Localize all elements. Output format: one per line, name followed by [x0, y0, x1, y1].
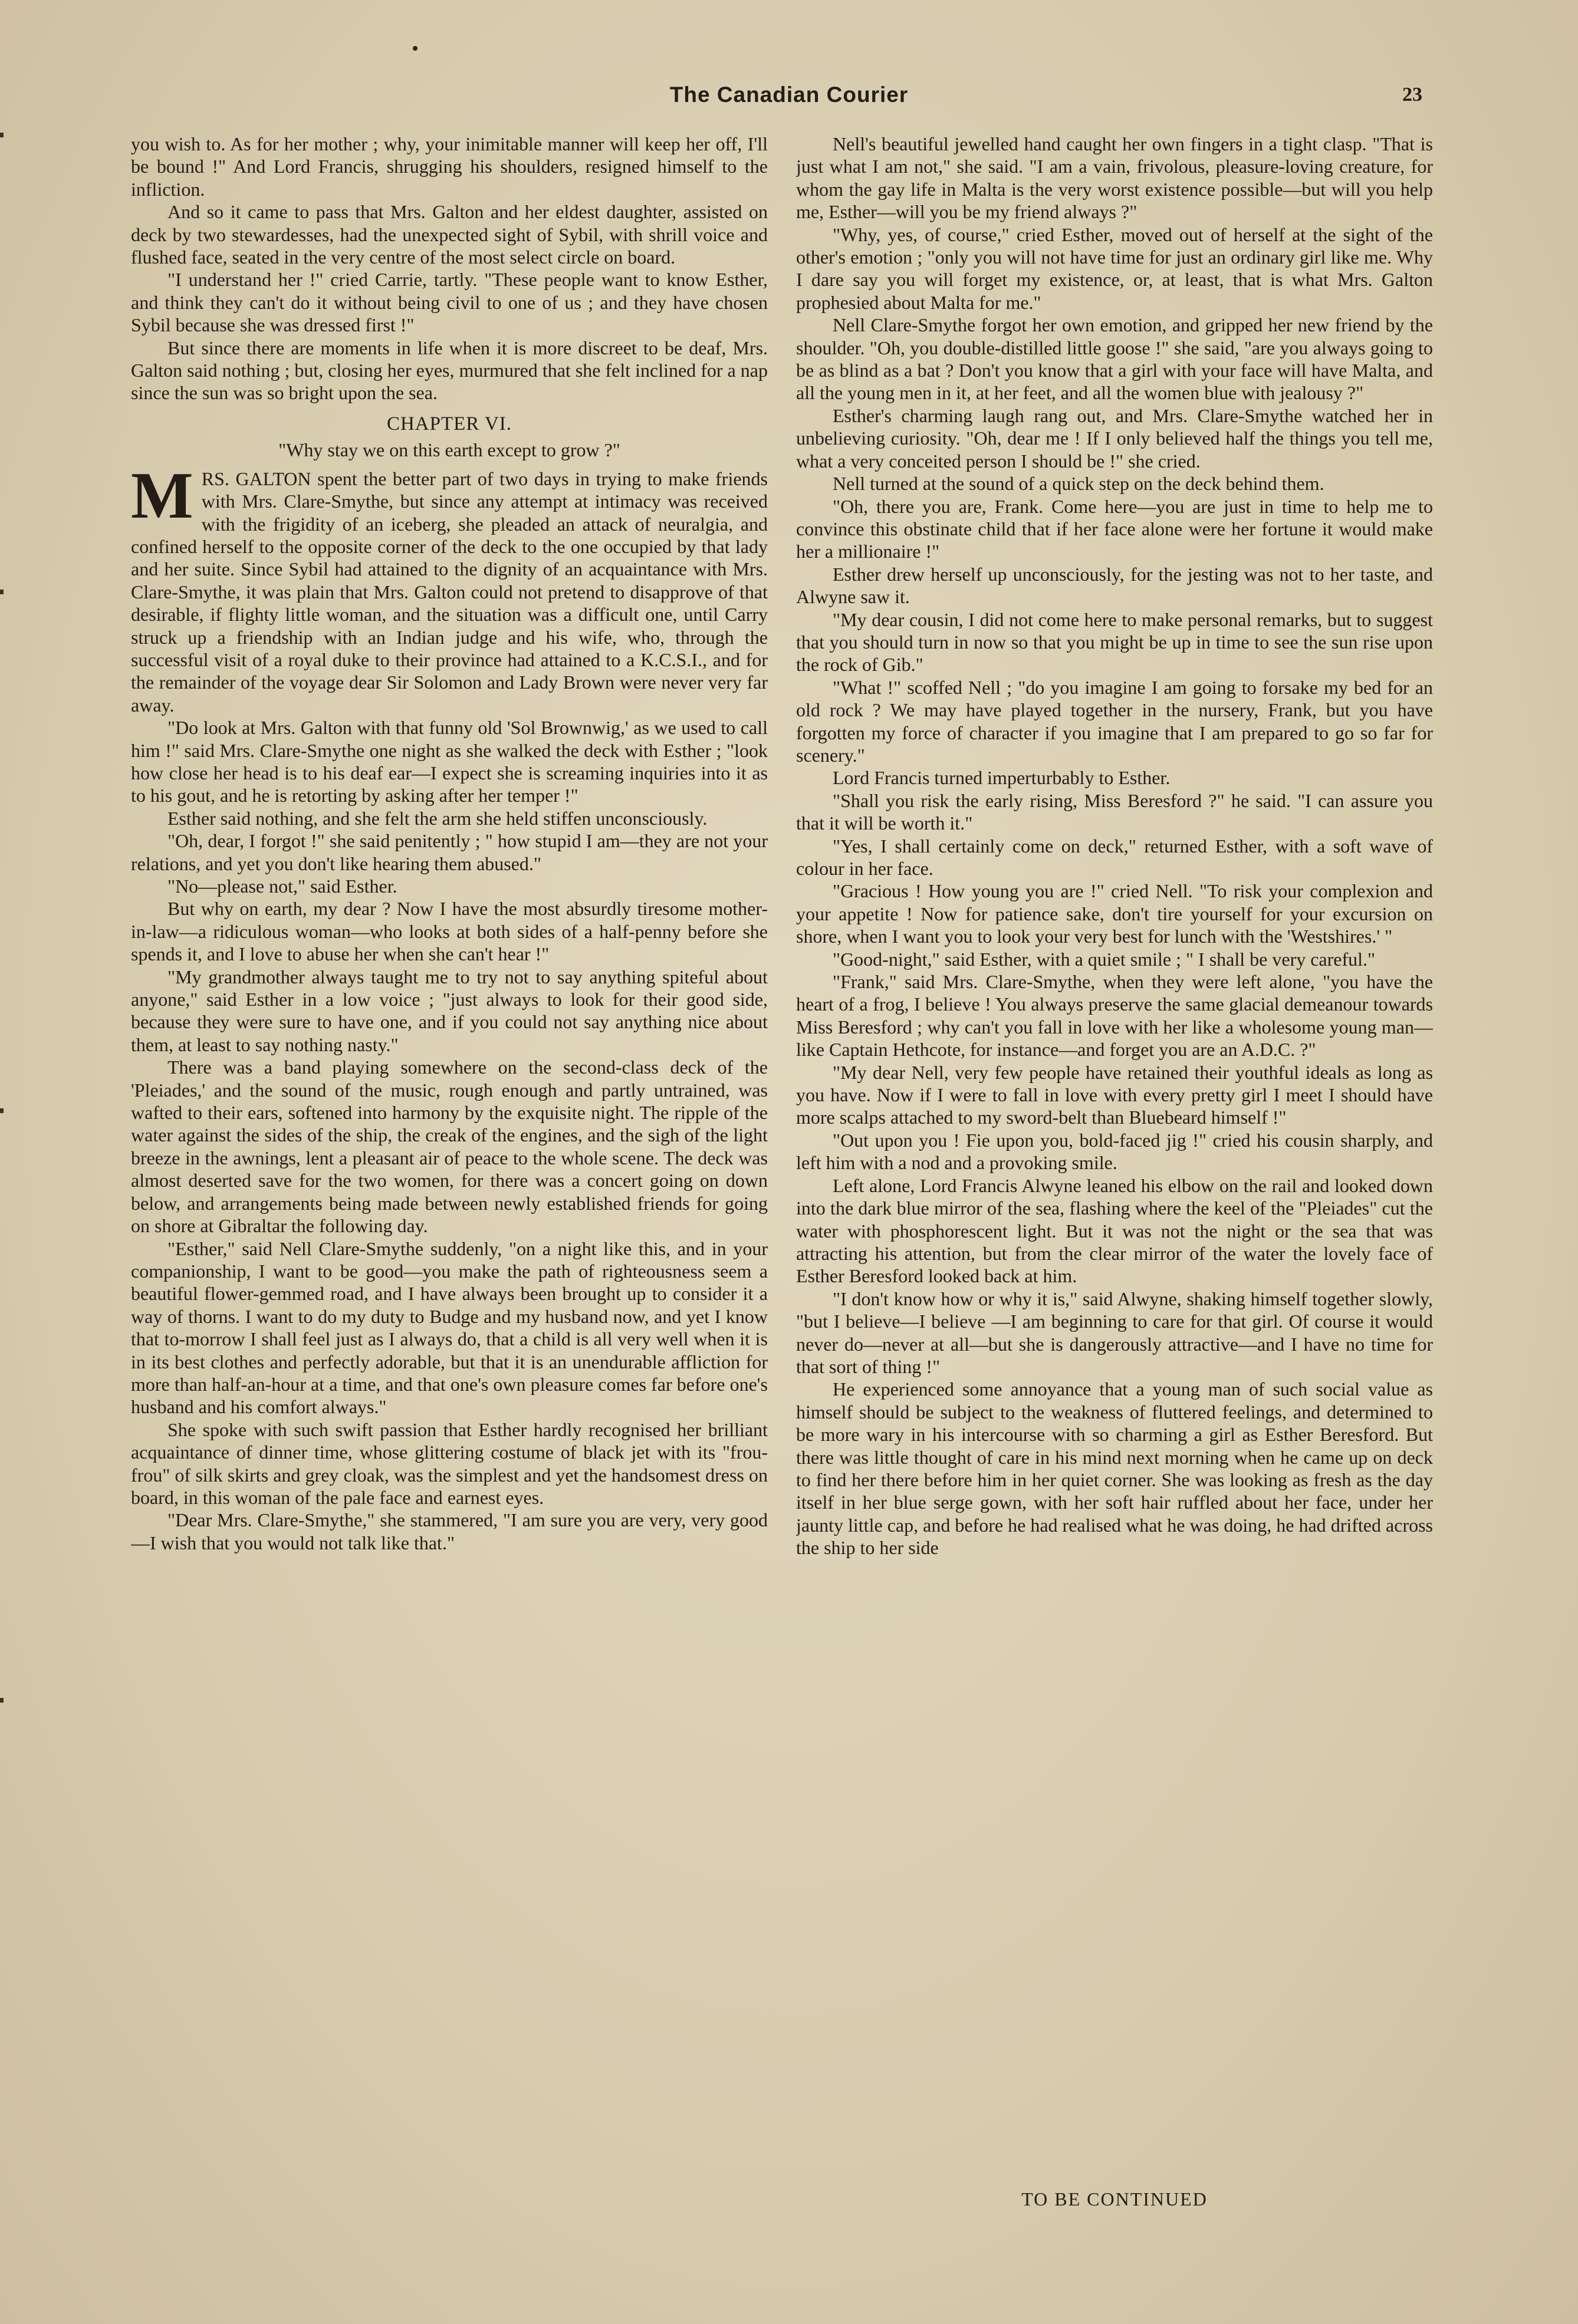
ink-speck [413, 46, 417, 51]
margin-mark [0, 1108, 4, 1113]
paragraph: "My grandmother always taught me to try not to say anything spiteful about anyone," said Esther in a low voice ; "just always to look for their good side, because they were sure to have one, and if you could not say anything nice about them, at least to say nothing nasty." [131, 966, 768, 1055]
paragraph: "Out upon you ! Fie upon you, bold-faced jig !" cried his cousin sharply, and left him with a nod and a provoking smile. [796, 1129, 1433, 1174]
paragraph: He experienced some annoyance that a young man of such social value as himself should be subject to the weakness of fluttered feelings, and determined to be more wary in his intercourse with so charming a girl as Esther Beresford. But there was little thought of care in his mind next morning when he came up on deck to find her there before him in her quiet corner. She was looking as fresh as the day itself in her blue serge gown, with her soft hair ruffled about her face, under her jaunty little cap, and before he had realised what he was doing, he had drifted across the ship to her side [796, 1378, 1433, 1559]
page-header [0, 83, 1578, 118]
page-number: 23 [1402, 84, 1422, 106]
paragraph: "I understand her !" cried Carrie, tartly. "These people want to know Esther, and think they can't do it without being civil to one of us ; and they have chosen Sybil because she was dressed first !" [131, 269, 768, 336]
paragraph: Esther said nothing, and she felt the arm she held stiffen unconsciously. [167, 807, 708, 829]
paragraph: "Good-night," said Esther, with a quiet smile ; " I shall be very careful." [833, 948, 1376, 970]
paragraph: "Shall you risk the early rising, Miss Beresford ?" he said. "I can assure you that it will be worth it." [796, 789, 1433, 834]
paragraph: "Oh, there you are, Frank. Come here—you are just in time to help me to convince this obstinate child that if her face alone were her fortune it would make her a millionaire !" [796, 495, 1433, 562]
paragraph-text: RS. GALTON spent the better part of two days in trying to make friends with Mrs. Clare-Smythe, but since any attempt at intimacy was received with the frigidity of an iceberg, she pleaded an attack of neuralgia, and confined herself to the opposite corner of the deck to the one occupied by that lady and her suite. Since Sybil had attained to the dignity of an acquaintance with Mrs. Clare-Smythe, it was plain that Mrs. Galton could not pretend to disapprove of that desirable, if flighty little woman, and the situation was a difficult one, until Carry struck up a friendship with an Indian judge and his wife, who, through the successful visit of a royal duke to their province had attained to a K.C.S.I., and for the remainder of the voyage dear Sir Solomon and Lady Brown were never very far away. [131, 468, 768, 716]
paragraph: "My dear cousin, I did not come here to make personal remarks, but to suggest that you should turn in now so that you might be up in time to see the sun rise upon the rock of Gib." [796, 608, 1433, 676]
right-column [796, 133, 1433, 2231]
paragraph: Left alone, Lord Francis Alwyne leaned his elbow on the rail and looked down into the dark blue mirror of the sea, flashing where the keel of the "Pleiades" cut the water with phosphorescent light. But it was not the night or the sea that was attracting his attention, but from the clear mirror of the water the lovely face of Esther Beresford looked back at him. [796, 1174, 1433, 1287]
paragraph: Nell turned at the sound of a quick step on the deck behind them. [833, 473, 1324, 495]
margin-mark [0, 1698, 4, 1703]
paragraph: "Why, yes, of course," cried Esther, moved out of herself at the sight of the other's emotion ; "only you will not have time for just an ordinary girl like me. Why I dare say you will forget my existence, or, at least, that is what Mrs. Galton prophesied about Malta for me." [796, 223, 1433, 313]
chapter-opening-paragraph [131, 459, 768, 716]
to-be-continued: TO BE CONTINUED [1021, 2188, 1208, 2210]
paragraph: And so it came to pass that Mrs. Galton and her eldest daughter, assisted on deck by two stewardesses, had the unexpected sight of Sybil, with shrill voice and flushed face, seated in the very centre of the most select circle on board. [131, 201, 768, 268]
paragraph: "No—please not," said Esther. [167, 875, 397, 897]
paragraph: "Gracious ! How young you are !" cried Nell. "To risk your complexion and your appetite ! Now for patience sake, don't tire yourself for your excursion on shore, when I want you to look your very best for lunch with the 'Westshires.' " [796, 880, 1433, 947]
paragraph: But why on earth, my dear ? Now I have the most absurdly tiresome mother-in-law—a ridiculous woman—who looks at both sides of a half-penny before she spends it, and I love to abuse her when she can't hear !" [131, 898, 768, 965]
paragraph: "My dear Nell, very few people have retained their youthful ideals as long as you have. Now if I were to fall in love with every pretty girl I meet I should have more scalps attached to my sword-belt than Bluebeard himself !" [796, 1061, 1433, 1128]
paragraph: She spoke with such swift passion that Esther hardly recognised her brilliant acquaintance of dinner time, whose glittering costume of black jet with its "frou-frou" of silk skirts and grey cloak, was the simplest and yet the handsomest dress on board, in this woman of the pale face and earnest eyes. [131, 1418, 768, 1508]
paragraph: "Do look at Mrs. Galton with that funny old 'Sol Brownwig,' as we used to call him !" said Mrs. Clare-Smythe one night as she walked the deck with Esther ; "look how close her head is to his deaf ear—I expect she is screaming inquiries into it as to his gout, and he is retorting by asking after her temper !" [131, 717, 768, 807]
paragraph: Nell's beautiful jewelled hand caught her own fingers in a tight clasp. "That is just what I am not," she said. "I am a vain, frivolous, pleasure-loving creature, for whom the gay life in Malta is the very worst existence possible—but will you help me, Esther—will you be my friend always ?" [796, 133, 1433, 223]
paragraph: "Esther," said Nell Clare-Smythe suddenly, "on a night like this, and in your companionship, I want to be good—you make the path of righteousness seem a beautiful flower-gemmed road, and I have always been brought up to consider it a way of thorns. I want to do my duty to Budge and my husband now, and yet I know that to-morrow I shall feel just as I always do, that a child is all very well when it is in its best clothes and perfectly adorable, but that it is an unendurable affliction for more than half-an-hour at a time, and that one's own pleasure comes far before one's husband and his comfort always." [131, 1237, 768, 1418]
paragraph: "Frank," said Mrs. Clare-Smythe, when they were left alone, "you have the heart of a frog, I believe ! You always preserve the same glacial demeanour towards Miss Beresford ; why can't you fall in love with her like a wholesome young man—like Captain Hethcote, for instance—and forget you are an A.D.C. ?" [796, 971, 1433, 1061]
paragraph: "What !" scoffed Nell ; "do you imagine I am going to forsake my bed for an old rock ? We may have played together in the nursery, Frank, but you have forgotten my force of character if you imagine that I am prepared to go so far for scenery." [796, 676, 1433, 766]
margin-mark [0, 133, 4, 137]
paragraph: But since there are moments in life when it is more discreet to be deaf, Mrs. Galton said nothing ; but, closing her eyes, murmured that she felt inclined for a nap since the sun was so bright upon the sea. [131, 337, 768, 404]
paragraph: Esther's charming laugh rang out, and Mrs. Clare-Smythe watched her in unbelieving curiosity. "Oh, dear me ! If I only believed half the things you tell me, what a very conceited person I should be !" she cried. [796, 404, 1433, 472]
paragraph: There was a band playing somewhere on the second-class deck of the 'Pleiades,' and the sound of the music, rough enough and partly untrained, was wafted to their ears, softened into harmony by the exquisite night. The ripple of the water against the sides of the ship, the creak of the engines, and the sigh of the light breeze in the awnings, lent a pleasant air of peace to the whole scene. The deck was almost deserted save for the two women, for there was a concert going on down below, and arrangements being made between newly established friends for going on shore at Gibraltar the following day. [131, 1056, 768, 1237]
margin-mark [0, 590, 4, 594]
paragraph: Nell Clare-Smythe forgot her own emotion, and gripped her new friend by the shoulder. "Oh, you double-distilled little goose !" she said, "are you always going to be as blind as a bat ? Don't you know that a girl with your face will have Malta, and all the young men in it, at her feet, and all the women blue with jealousy ?" [796, 314, 1433, 404]
paragraph: Lord Francis turned imperturbably to Esther. [833, 767, 1171, 789]
paragraph: "Oh, dear, I forgot !" she said penitently ; " how stupid I am—they are not your relations, and yet you don't like hearing them abused." [131, 830, 768, 874]
paragraph: "Yes, I shall certainly come on deck," returned Esther, with a soft wave of colour in her face. [796, 835, 1433, 879]
paragraph: "Dear Mrs. Clare-Smythe," she stammered, "I am sure you are very, very good—I wish that you would not talk like that." [131, 1509, 768, 1553]
paragraph: you wish to. As for her mother ; why, your inimitable manner will keep her off, I'll be bound !" And Lord Francis, shrugging his shoulders, resigned himself to the infliction. [131, 133, 768, 200]
paragraph: "I don't know how or why it is," said Alwyne, shaking himself together slowly, "but I believe—I believe —I am beginning to care for that girl. Of course it would never do—never at all—but she is dangerously attractive—and I have no time for that sort of thing !" [796, 1288, 1433, 1377]
chapter-epigraph: "Why stay we on this earth except to grow ?" [278, 439, 620, 461]
paragraph: Esther drew herself up unconsciously, for the jesting was not to her taste, and Alwyne saw it. [796, 563, 1433, 608]
chapter-title: CHAPTER VI. [386, 413, 512, 434]
masthead: The Canadian Courier [669, 83, 909, 107]
drop-cap: M [131, 459, 193, 532]
left-column [131, 133, 768, 2231]
